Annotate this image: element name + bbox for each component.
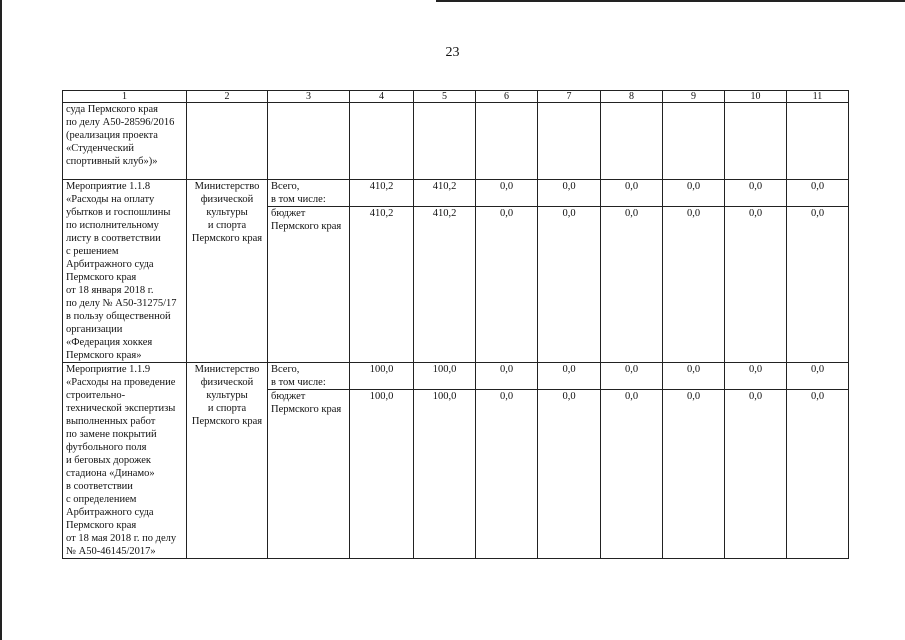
empty-cell [787, 103, 849, 180]
table-row-measure-1-1-9-total [63, 363, 849, 390]
value-cell: 0,0 [601, 180, 663, 207]
table-row-continuation [63, 103, 849, 180]
measure-description [63, 363, 187, 559]
column-header: 5 [414, 91, 476, 103]
value-cell: 0,0 [663, 180, 725, 207]
value-cell: 0,0 [476, 180, 538, 207]
column-header: 11 [787, 91, 849, 103]
value-cell: 0,0 [538, 180, 601, 207]
responsible-ministry [187, 363, 268, 559]
value-cell: 0,0 [538, 207, 601, 363]
empty-cell [663, 103, 725, 180]
empty-cell [476, 103, 538, 180]
measure-description-text: суда Пермского края по делу А50-28596/2016 (реализация проекта «Студенческий спортивный клуб»)» [66, 104, 175, 167]
value-cell: 0,0 [663, 207, 725, 363]
column-header: 8 [601, 91, 663, 103]
funding-source-text: бюджет Пермского края [271, 391, 342, 415]
total-label-text: Всего, в том числе: [271, 364, 326, 388]
column-header: 7 [538, 91, 601, 103]
value-cell: 100,0 [414, 363, 476, 390]
empty-cell [350, 103, 414, 180]
value-cell: 0,0 [725, 363, 787, 390]
value-cell: 410,2 [414, 180, 476, 207]
total-label [268, 180, 350, 207]
table-row-measure-1-1-8-total [63, 180, 849, 207]
column-header: 9 [663, 91, 725, 103]
value-cell: 100,0 [350, 363, 414, 390]
scan-border-left [0, 0, 2, 640]
value-cell: 0,0 [476, 207, 538, 363]
value-cell: 0,0 [476, 390, 538, 559]
measure-description [63, 180, 187, 363]
budget-table [62, 90, 849, 559]
column-header: 1 [63, 91, 187, 103]
page-number: 23 [445, 45, 460, 60]
empty-cell [414, 103, 476, 180]
total-label [268, 363, 350, 390]
table-header-row [63, 91, 849, 103]
value-cell: 0,0 [663, 363, 725, 390]
funding-source-text: бюджет Пермского края [271, 208, 342, 233]
value-cell: 0,0 [538, 390, 601, 559]
value-cell: 410,2 [350, 207, 414, 363]
responsible-ministry [187, 180, 268, 363]
column-header: 3 [268, 91, 350, 103]
ministry-text: Министерство физической культуры и спорта Пермского края [191, 364, 263, 427]
column-header: 2 [187, 91, 268, 103]
ministry-text: Министерство физической культуры и спорта Пермского края [191, 181, 263, 244]
funding-source [268, 207, 350, 363]
value-cell: 0,0 [787, 363, 849, 390]
value-cell: 0,0 [476, 363, 538, 390]
scan-border-top [436, 0, 905, 2]
measure-description-text: Мероприятие 1.1.8 «Расходы на оплату убытков и госпошлины по исполнительному листу в соответствии с решением Арбитражного суда Пермского края от 18 января 2018 г. по делу № А50-31275/17 в пользу общественной организации «Федерация хоккея Пермского края» [66, 181, 177, 361]
value-cell: 0,0 [725, 180, 787, 207]
empty-cell [268, 103, 350, 180]
column-header: 6 [476, 91, 538, 103]
measure-description-text: Мероприятие 1.1.9 «Расходы на проведение строительно- технической экспертизы выполненных работ по замене покрытий футбольного поля и беговых дорожек стадиона «Динамо» в соответствии с определением Арбитражного суда Пермского края от 18 мая 2018 г. по делу № А50-46145/2017» [66, 364, 177, 557]
value-cell: 0,0 [663, 390, 725, 559]
funding-source [268, 390, 350, 559]
value-cell: 0,0 [787, 207, 849, 363]
value-cell: 410,2 [414, 207, 476, 363]
measure-description [63, 103, 187, 180]
value-cell: 0,0 [787, 390, 849, 559]
empty-cell [725, 103, 787, 180]
value-cell: 0,0 [725, 207, 787, 363]
value-cell: 0,0 [601, 390, 663, 559]
value-cell: 410,2 [350, 180, 414, 207]
empty-cell [601, 103, 663, 180]
value-cell: 0,0 [787, 180, 849, 207]
empty-cell [538, 103, 601, 180]
value-cell: 100,0 [414, 390, 476, 559]
value-cell: 100,0 [350, 390, 414, 559]
column-header: 10 [725, 91, 787, 103]
value-cell: 0,0 [538, 363, 601, 390]
value-cell: 0,0 [601, 363, 663, 390]
value-cell: 0,0 [601, 207, 663, 363]
column-header: 4 [350, 91, 414, 103]
empty-cell [187, 103, 268, 180]
value-cell: 0,0 [725, 390, 787, 559]
total-label-text: Всего, в том числе: [271, 181, 326, 205]
